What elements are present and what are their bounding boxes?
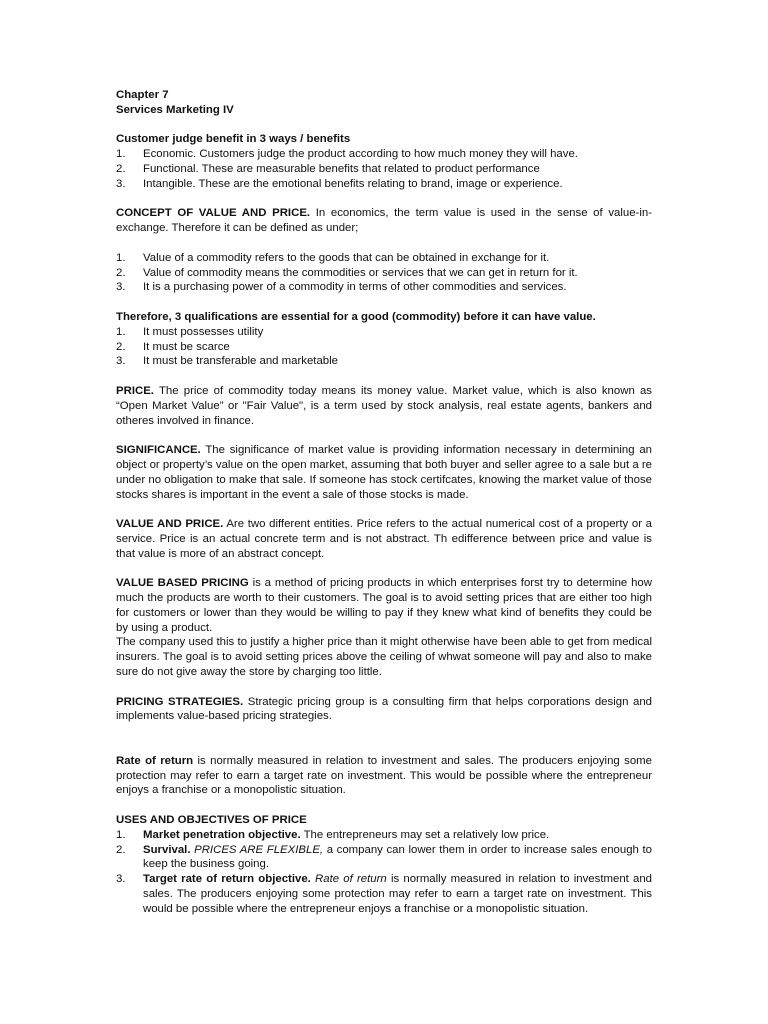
price-paragraph: PRICE. The price of commodity today means its money value. Market value, which is also known as “Open Market Value” or "Fair Value", is a term used by stock analysis, real estate agents, bankers and otheres involved in finance. bbox=[116, 384, 652, 427]
concept-list bbox=[116, 251, 652, 295]
qualifications-list bbox=[116, 325, 652, 369]
list-item: 3. Intangible. These are the emotional benefits relating to brand, image or experience. bbox=[116, 177, 563, 190]
list-item: 1. Market penetration objective. The entrepreneurs may set a relatively low price. bbox=[116, 828, 550, 841]
document-subtitle: Services Marketing IV bbox=[116, 103, 234, 116]
document-page bbox=[116, 88, 652, 917]
value-based-paragraph: VALUE BASED PRICING is a method of pricing products in which enterprises forst try to determine how much the products are worth to their customers. The goal is to avoid setting prices that are either too high for customers or lower than they would be willing to pay if they knew what kind of benefits they could be by using a product. bbox=[116, 577, 652, 634]
benefits-heading: Customer judge benefit in 3 ways / benefits bbox=[116, 133, 351, 146]
benefits-list bbox=[116, 147, 652, 191]
list-item: 1. Value of a commodity refers to the goods that can be obtained in exchange for it. bbox=[116, 251, 550, 264]
list-item: 2. Survival. PRICES ARE FLEXIBLE, a company can lower them in order to increase sales enough to keep the business going. bbox=[116, 843, 652, 871]
qualifications-heading: Therefore, 3 qualifications are essential for a good (commodity) before it can have value. bbox=[116, 310, 596, 323]
list-item: 3. It must be transferable and marketable bbox=[116, 355, 339, 368]
value-based-paragraph-2: The company used this to justify a higher price than it might otherwise have been able to get from medical insurers. The goal is to avoid setting prices above the ceiling of whwat someone will pay and also to make sure do not give away the store by charging too little. bbox=[116, 636, 652, 679]
value-price-paragraph: VALUE AND PRICE. Are two different entities. Price refers to the actual numerical cost of a property or a service. Price is an actual concrete term and is not abstract. Th edifference between price and value is that value is more of an abstract concept. bbox=[116, 518, 652, 560]
list-item: 1. It must possesses utility bbox=[116, 325, 264, 338]
concept-paragraph: CONCEPT OF VALUE AND PRICE. In economics, the term value is used in the sense of value-in-exchange. Therefore it can be defined as under; bbox=[116, 207, 652, 235]
rate-paragraph: Rate of return is normally measured in relation to investment and sales. The producers enjoying some protection may refer to earn a target rate on investment. This would be possible where the entrepreneur enjoys a franchise or a monopolistic situation. bbox=[116, 754, 652, 797]
uses-list bbox=[116, 828, 652, 917]
list-item: 1. Economic. Customers judge the product according to how much money they will have. bbox=[116, 148, 578, 161]
list-item: 2. Functional. These are measurable benefits that related to product performance bbox=[116, 162, 540, 175]
chapter-title: Chapter 7 bbox=[116, 89, 169, 101]
significance-paragraph: SIGNIFICANCE. The significance of market value is providing information necessary in determining an object or property’s value on the open market, assuming that both buyer and seller agree to a sale but a re under no obligation to make that sale. If someone has stock certifcates, knowing the market value of those stocks shares is important in the event a sale of those stocks is made. bbox=[116, 444, 652, 501]
list-item: 2. It must be scarce bbox=[116, 340, 230, 353]
list-item: 3. It is a purchasing power of a commodity in terms of other commodities and services. bbox=[116, 281, 567, 294]
strategies-paragraph: PRICING STRATEGIES. Strategic pricing group is a consulting firm that helps corporations design and implements value-based pricing strategies. bbox=[116, 695, 652, 723]
list-item: 2. Value of commodity means the commodities or services that we can get in return for it. bbox=[116, 266, 578, 279]
uses-heading: USES AND OBJECTIVES OF PRICE bbox=[116, 814, 307, 827]
list-item: 3. Target rate of return objective. Rate of return is normally measured in relation to investment and sales. The producers enjoying some protection may refer to earn a target rate on investment. This would be possible where the entrepreneur enjoys a franchise or a monopolistic situation. bbox=[116, 873, 653, 915]
